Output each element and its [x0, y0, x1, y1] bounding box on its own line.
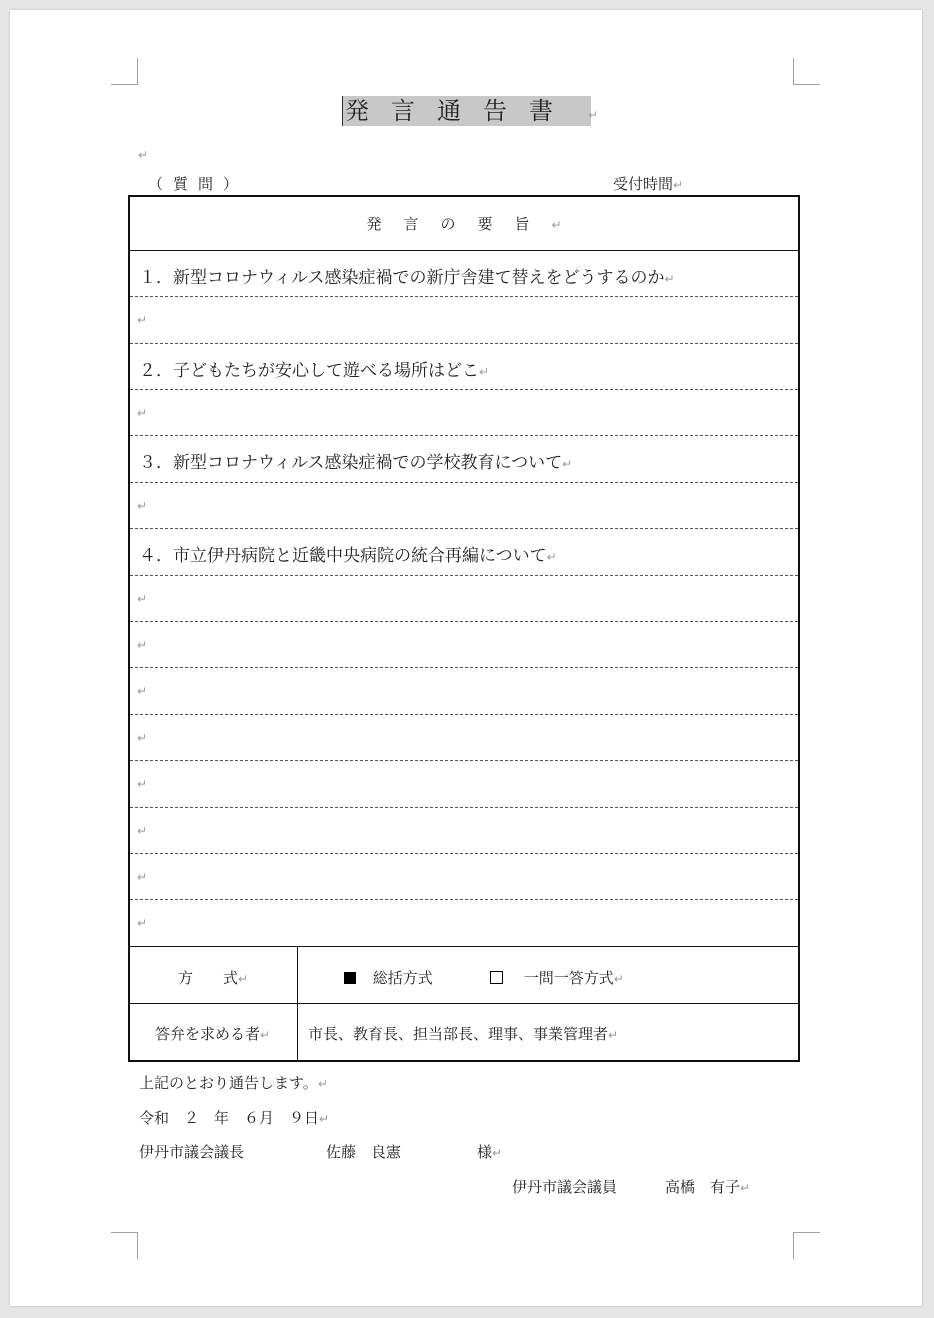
table-row[interactable]: ↵	[130, 854, 798, 900]
unchecked-checkbox-icon[interactable]	[490, 971, 503, 984]
table-row[interactable]: ↵	[130, 576, 798, 622]
sender-name: 高橋 有子↵	[665, 1178, 751, 1196]
crop-mark-top-right	[793, 58, 820, 85]
addressee-title: 伊丹市議会議長	[139, 1143, 245, 1161]
addressee-name: 佐藤 良憲	[326, 1143, 402, 1161]
method-row	[130, 947, 798, 1004]
paragraph-mark: ↵	[138, 148, 149, 162]
table-row[interactable]: ↵	[130, 808, 798, 854]
table-row[interactable]: ３．新型コロナウィルス感染症禍での学校教育について↵	[130, 436, 798, 483]
crop-mark-top-left	[111, 58, 138, 85]
sender-title: 伊丹市議会議員	[512, 1178, 618, 1196]
table-row[interactable]: ↵	[130, 483, 798, 529]
document-title[interactable]: 発言通告書	[342, 96, 591, 126]
table-header: 発言の要旨↵	[130, 197, 798, 251]
table-row[interactable]: ↵	[130, 668, 798, 715]
method-option-qa[interactable]: 一問一答方式↵	[490, 967, 624, 988]
paragraph-mark: ↵	[588, 108, 599, 122]
table-row[interactable]: １．新型コロナウィルス感染症禍での新庁舎建て替えをどうするのか↵	[130, 251, 798, 297]
table-row[interactable]: ２．子どもたちが安心して遊べる場所はどこ↵	[130, 344, 798, 390]
method-option-summary[interactable]: 総括方式	[344, 967, 433, 988]
document-page	[10, 10, 922, 1306]
table-row[interactable]: ↵	[130, 297, 798, 344]
statement-table	[128, 195, 800, 1062]
question-label: （質問）	[148, 175, 249, 193]
respondent-list[interactable]: 市長、教育長、担当部長、理事、事業管理者↵	[308, 1025, 619, 1043]
table-row[interactable]: ↵	[130, 900, 798, 947]
table-row[interactable]: ４．市立伊丹病院と近畿中央病院の統合再編について↵	[130, 529, 798, 576]
table-row[interactable]: ↵	[130, 622, 798, 668]
honorific: 様↵	[477, 1143, 503, 1161]
notice-text: 上記のとおり通告します。↵	[139, 1074, 328, 1092]
method-label: 方 式↵	[178, 969, 249, 987]
table-row[interactable]: ↵	[130, 715, 798, 761]
table-row[interactable]: ↵	[130, 761, 798, 808]
crop-mark-bottom-left	[111, 1232, 138, 1259]
checked-checkbox-icon[interactable]	[344, 972, 356, 984]
crop-mark-bottom-right	[793, 1232, 820, 1259]
respondent-label: 答弁を求める者↵	[155, 1025, 271, 1043]
date-text: 令和 ２ 年 ６月 ９日↵	[139, 1109, 330, 1127]
table-header-text: 発言の要旨	[366, 215, 552, 233]
reception-time-label: 受付時間↵	[613, 175, 684, 193]
column-divider	[297, 947, 298, 1060]
respondent-row	[130, 1004, 798, 1060]
table-row[interactable]: ↵	[130, 390, 798, 436]
